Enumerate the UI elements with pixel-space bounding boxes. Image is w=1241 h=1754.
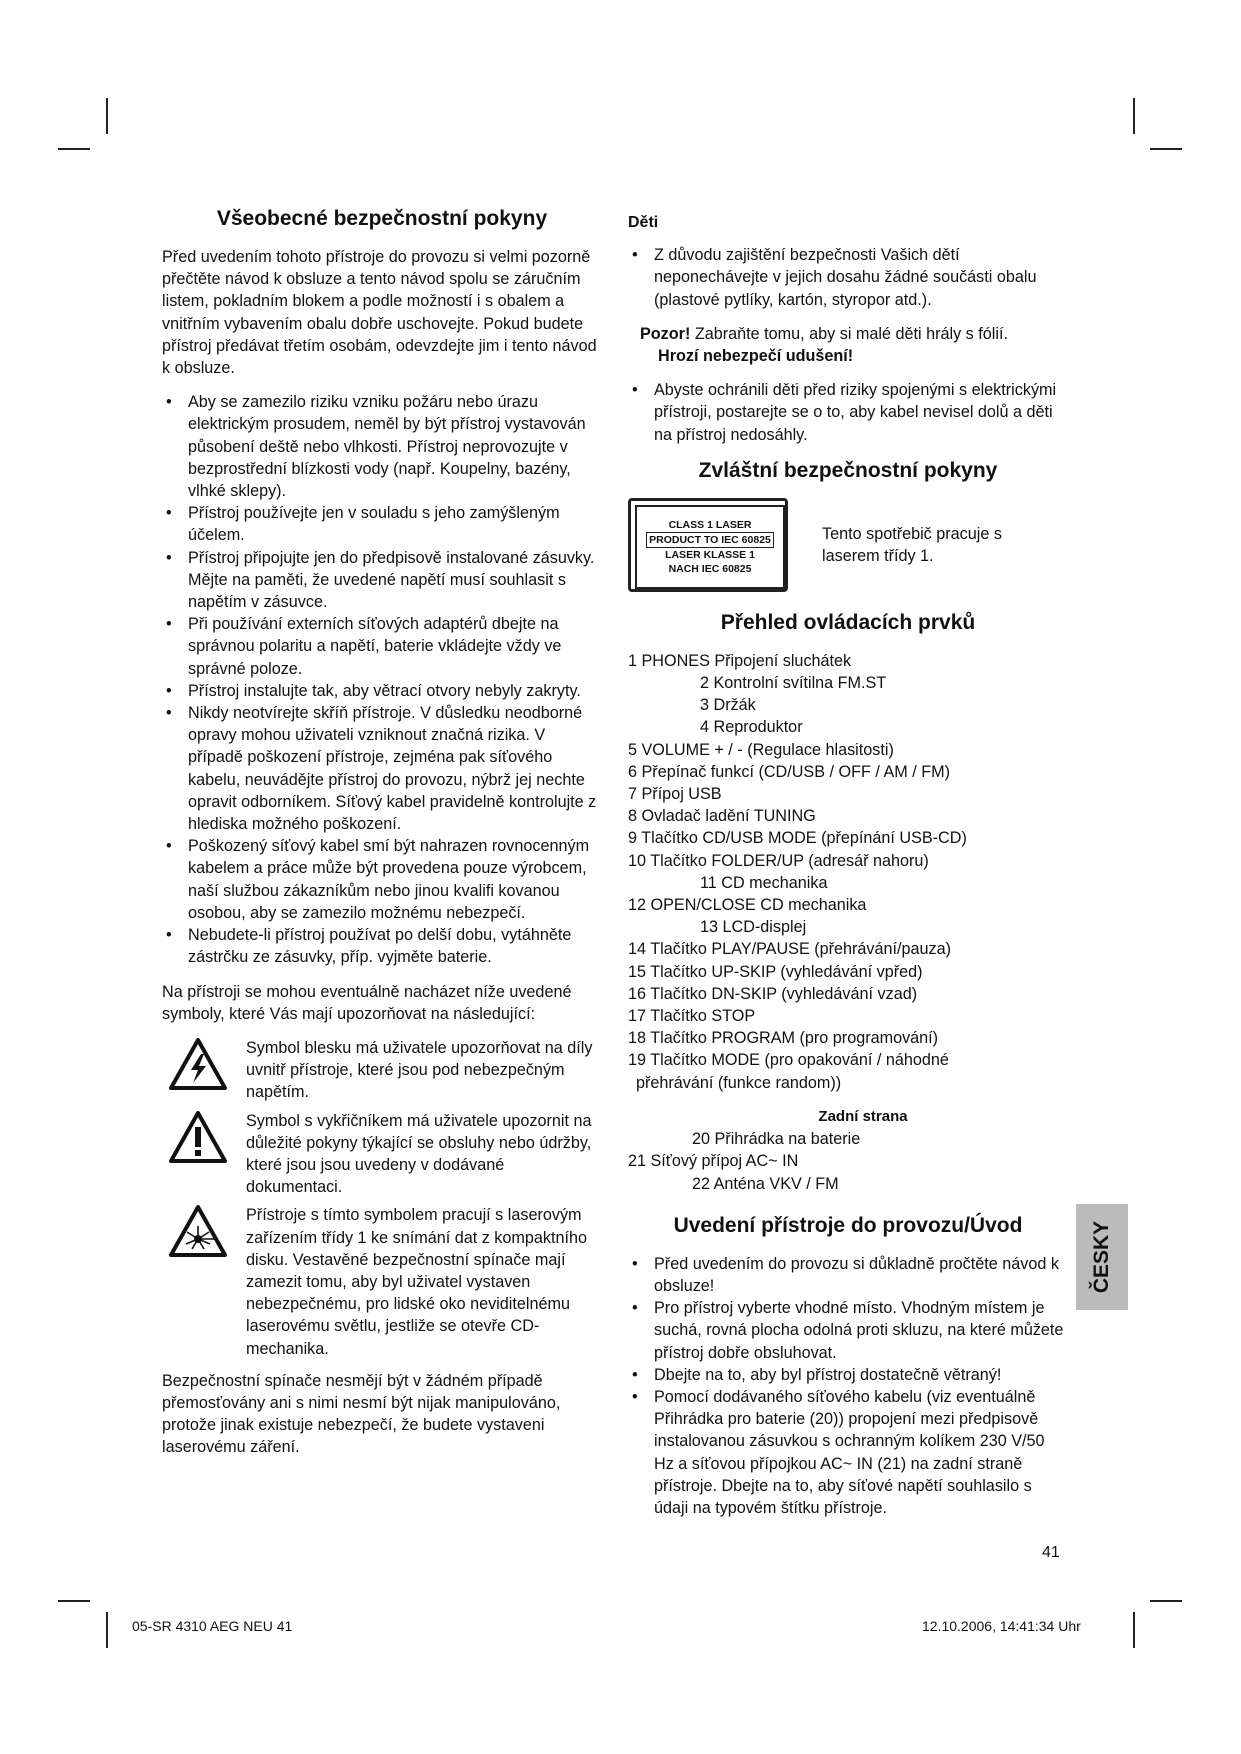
list-item: • Aby se zamezilo riziku vzniku požáru nebo úrazu elektrickým prosudem, neměl by být přístroj vystavován působení deště nebo vlhkosti. Přístroj neprovozujte v bezprostřední blízkosti vody (např. Koupelny, bazény, vlhké sklepy). <box>162 391 602 502</box>
crop-mark <box>106 1612 108 1648</box>
list-item: • Před uvedením do provozu si důkladně pročtěte návod k obsluze! <box>628 1253 1068 1297</box>
list-item: 17 Tlačítko STOP <box>628 1007 756 1026</box>
warning-text: Zabraňte tomu, aby si malé děti hrály s fólií. <box>690 324 1008 343</box>
laser-warning-icon <box>162 1204 236 1264</box>
laser-label-line: NACH IEC 60825 <box>668 562 752 575</box>
list-item: 14 Tlačítko PLAY/PAUSE (přehrávání/pauza) <box>628 940 952 959</box>
list-item: 21 Síťový přípoj AC~ IN <box>628 1152 799 1171</box>
symbols-intro: Na přístroji se mohou eventuálně nacházet níže uvedené symboly, které Vás mají upozorňovat na následující: <box>162 982 572 1023</box>
footer-timestamp: 12.10.2006, 14:41:34 Uhr <box>922 1618 1081 1634</box>
laser-class-label <box>628 498 788 592</box>
list-item: 12 OPEN/CLOSE CD mechanika <box>628 896 867 915</box>
laser-label-line: LASER KLASSE 1 <box>665 548 755 561</box>
laser-label-line: PRODUCT TO IEC 60825 <box>646 532 774 548</box>
children-list <box>628 244 1068 311</box>
list-item: • Nikdy neotvírejte skříň přístroje. V důsledku neodborné opravy mohou uživateli vzniknout značná rizika. V případě poškození přístroje, zejména pak síťového kabelu, neuvádějte přístroj do provozu, nýbrž jej nechte opravit odborníkem. Síťový kabel pravidelně kontrolujte z hlediska možného poškození. <box>162 702 602 835</box>
list-item: • Pro přístroj vyberte vhodné místo. Vhodným místem je suchá, rovná plocha odolná proti skluzu, na které můžete přístroj dobře obsluhovat. <box>628 1297 1068 1364</box>
list-item: 3 Držák <box>700 696 756 715</box>
list-item: 18 Tlačítko PROGRAM (pro programování) <box>628 1029 939 1048</box>
controls-list <box>628 650 1068 1094</box>
symbol-row <box>162 1204 602 1359</box>
laser-text: Tento spotřebič pracuje s laserem třídy 1. <box>822 524 1002 565</box>
crop-mark <box>1150 1600 1182 1602</box>
list-item: 19 Tlačítko MODE (pro opakování / náhodné <box>628 1051 949 1070</box>
symbol-row <box>162 1037 602 1104</box>
special-safety-heading: Zvláštní bezpečnostní pokyny <box>698 458 998 482</box>
list-item: 1 PHONES Připojení sluchátek <box>628 651 852 670</box>
crop-mark <box>106 98 108 134</box>
left-column <box>162 206 602 1471</box>
list-item: 22 Anténa VKV / FM <box>692 1174 839 1193</box>
symbol-row <box>162 1110 602 1199</box>
list-item: 13 LCD-displej <box>700 918 807 937</box>
children-heading: Děti <box>628 214 659 231</box>
safety-list <box>162 391 602 968</box>
controls-heading: Přehled ovládacích prvků <box>720 610 976 634</box>
list-item: přehrávání (funkce random)) <box>636 1073 842 1092</box>
laser-label-line: CLASS 1 LASER <box>668 518 752 531</box>
suffocation-warning <box>628 323 1068 367</box>
crop-mark <box>1133 98 1135 134</box>
list-item: • Z důvodu zajištění bezpečnosti Vašich dětí neponechávejte v jejich dosahu žádné součásti obalu (plastové pytlíky, kartón, styropor atd.). <box>628 244 1068 311</box>
laser-class-row <box>628 498 1068 592</box>
back-side-heading: Zadní strana <box>818 1107 908 1125</box>
back-side-list <box>628 1128 1068 1195</box>
crop-mark <box>58 148 90 150</box>
list-item: • Přístroj připojujte jen do předpisově instalované zásuvky. Mějte na paměti, že uvedené napětí musí souhlasit s napětím v zásuvce. <box>162 547 602 614</box>
list-item: 7 Přípoj USB <box>628 785 722 804</box>
symbol-text: Symbol s vykřičníkem má uživatele upozornit na důležité pokyny týkající se obsluhy nebo údržby, které jsou jsou uvedeny v dodávané dokumentaci. <box>246 1111 592 1197</box>
children-list-2 <box>628 379 1068 446</box>
crop-mark <box>1133 1612 1135 1648</box>
list-item: • Přístroj instalujte tak, aby větrací otvory nebyly zakryty. <box>162 680 602 702</box>
list-item: 9 Tlačítko CD/USB MODE (přepínání USB-CD) <box>628 829 967 848</box>
intro-paragraph: Před uvedením tohoto přístroje do provozu si velmi pozorně přečtěte návod k obsluze a tento návod spolu se záručním listem, pokladním blokem a podle možností i s obalem a vnitřním vybavením obalu dobře uschovejte. Pokud budete přístroj předávat třetím osobám, odevzdejte jim i tento návod k obsluze. <box>162 248 597 378</box>
list-item: 20 Přihrádka na baterie <box>692 1130 861 1149</box>
list-item: 10 Tlačítko FOLDER/UP (adresář nahoru) <box>628 851 929 870</box>
symbol-text: Symbol blesku má uživatele upozorňovat na díly uvnitř přístroje, které jsou pod nebezpečným napětím. <box>246 1038 593 1102</box>
footer-file-info: 05-SR 4310 AEG NEU 41 <box>132 1618 293 1634</box>
page-number: 41 <box>1042 1544 1060 1561</box>
list-item: • Nebudete-li přístroj používat po delší dobu, vytáhněte zástrčku ze zásuvky, příp. vyjměte baterie. <box>162 924 602 968</box>
crop-mark <box>58 1600 90 1602</box>
list-item: 5 VOLUME + / - (Regulace hlasitosti) <box>628 740 894 759</box>
list-item: 6 Přepínač funkcí (CD/USB / OFF / AM / FM) <box>628 762 951 781</box>
symbol-text: Přístroje s tímto symbolem pracují s laserovým zařízením třídy 1 ke snímání dat z kompaktního disku. Vestavěné bezpečnostní spínače mají zamezit tomu, aby byl uživatel vystaven nebezpečnému, pro lidské oko neviditelnému laserovému světlu, jestliže se otevře CD-mechanika. <box>246 1206 587 1358</box>
warning-danger: Hrozí nebezpečí udušení! <box>658 347 854 366</box>
language-tab-label: ČESKY <box>1090 1220 1114 1294</box>
general-safety-heading: Všeobecné bezpečnostní pokyny <box>216 207 548 230</box>
list-item: 15 Tlačítko UP-SKIP (vyhledávání vpřed) <box>628 962 923 981</box>
language-tab <box>1076 1204 1128 1310</box>
closing-paragraph: Bezpečnostní spínače nesmějí být v žádném případě přemosťovány ani s nimi nesmí být nijak manipulováno, protože jinak existuje nebezpečí, že budete vystaveni laserovému záření. <box>162 1371 561 1457</box>
list-item: 11 CD mechanika <box>700 873 828 892</box>
list-item: • Dbejte na to, aby byl přístroj dostatečně větraný! <box>628 1364 1068 1386</box>
lightning-warning-icon <box>162 1037 236 1097</box>
list-item: • Abyste ochránili děti před riziky spojenými s elektrickými přístroji, postarejte se o to, aby kabel nevisel dolů a děti na přístroj nedosáhly. <box>628 379 1068 446</box>
list-item: 8 Ovladač ladění TUNING <box>628 807 816 826</box>
list-item: 4 Reproduktor <box>700 718 803 737</box>
crop-mark <box>1150 148 1182 150</box>
startup-list <box>628 1253 1068 1519</box>
exclamation-warning-icon <box>162 1110 236 1170</box>
list-item: • Přístroj používejte jen v souladu s jeho zamýšleným účelem. <box>162 502 602 546</box>
list-item: • Poškozený síťový kabel smí být nahrazen rovnocenným kabelem a práce může být provedena pouze výrobcem, naší službou zákazníkům nebo jinou kvalifi kovanou osobou, aby se zamezilo možnému nebezpečí. <box>162 835 602 924</box>
right-column <box>628 212 1068 1531</box>
list-item: • Při používání externích síťových adaptérů dbejte na správnou polaritu a napětí, baterie vkládejte vždy ve správné poloze. <box>162 613 602 680</box>
warning-label: Pozor! <box>640 324 691 343</box>
list-item: • Pomocí dodávaného síťového kabelu (viz eventuálně Přihrádka pro baterie (20)) propojení mezi předpisově instalovanou zásuvkou s ochranným kolíkem 230 V/50 Hz a síťovou přípojkou AC~ IN (21) na zadní straně přístroje. Dbejte na to, aby síťové napětí souhlasilo s údaji na typovém štítku přístroje. <box>628 1386 1068 1519</box>
list-item: 2 Kontrolní svítilna FM.ST <box>700 674 887 693</box>
startup-heading: Uvedení přístroje do provozu/Úvod <box>673 1213 1023 1237</box>
list-item: 16 Tlačítko DN-SKIP (vyhledávání vzad) <box>628 984 918 1003</box>
